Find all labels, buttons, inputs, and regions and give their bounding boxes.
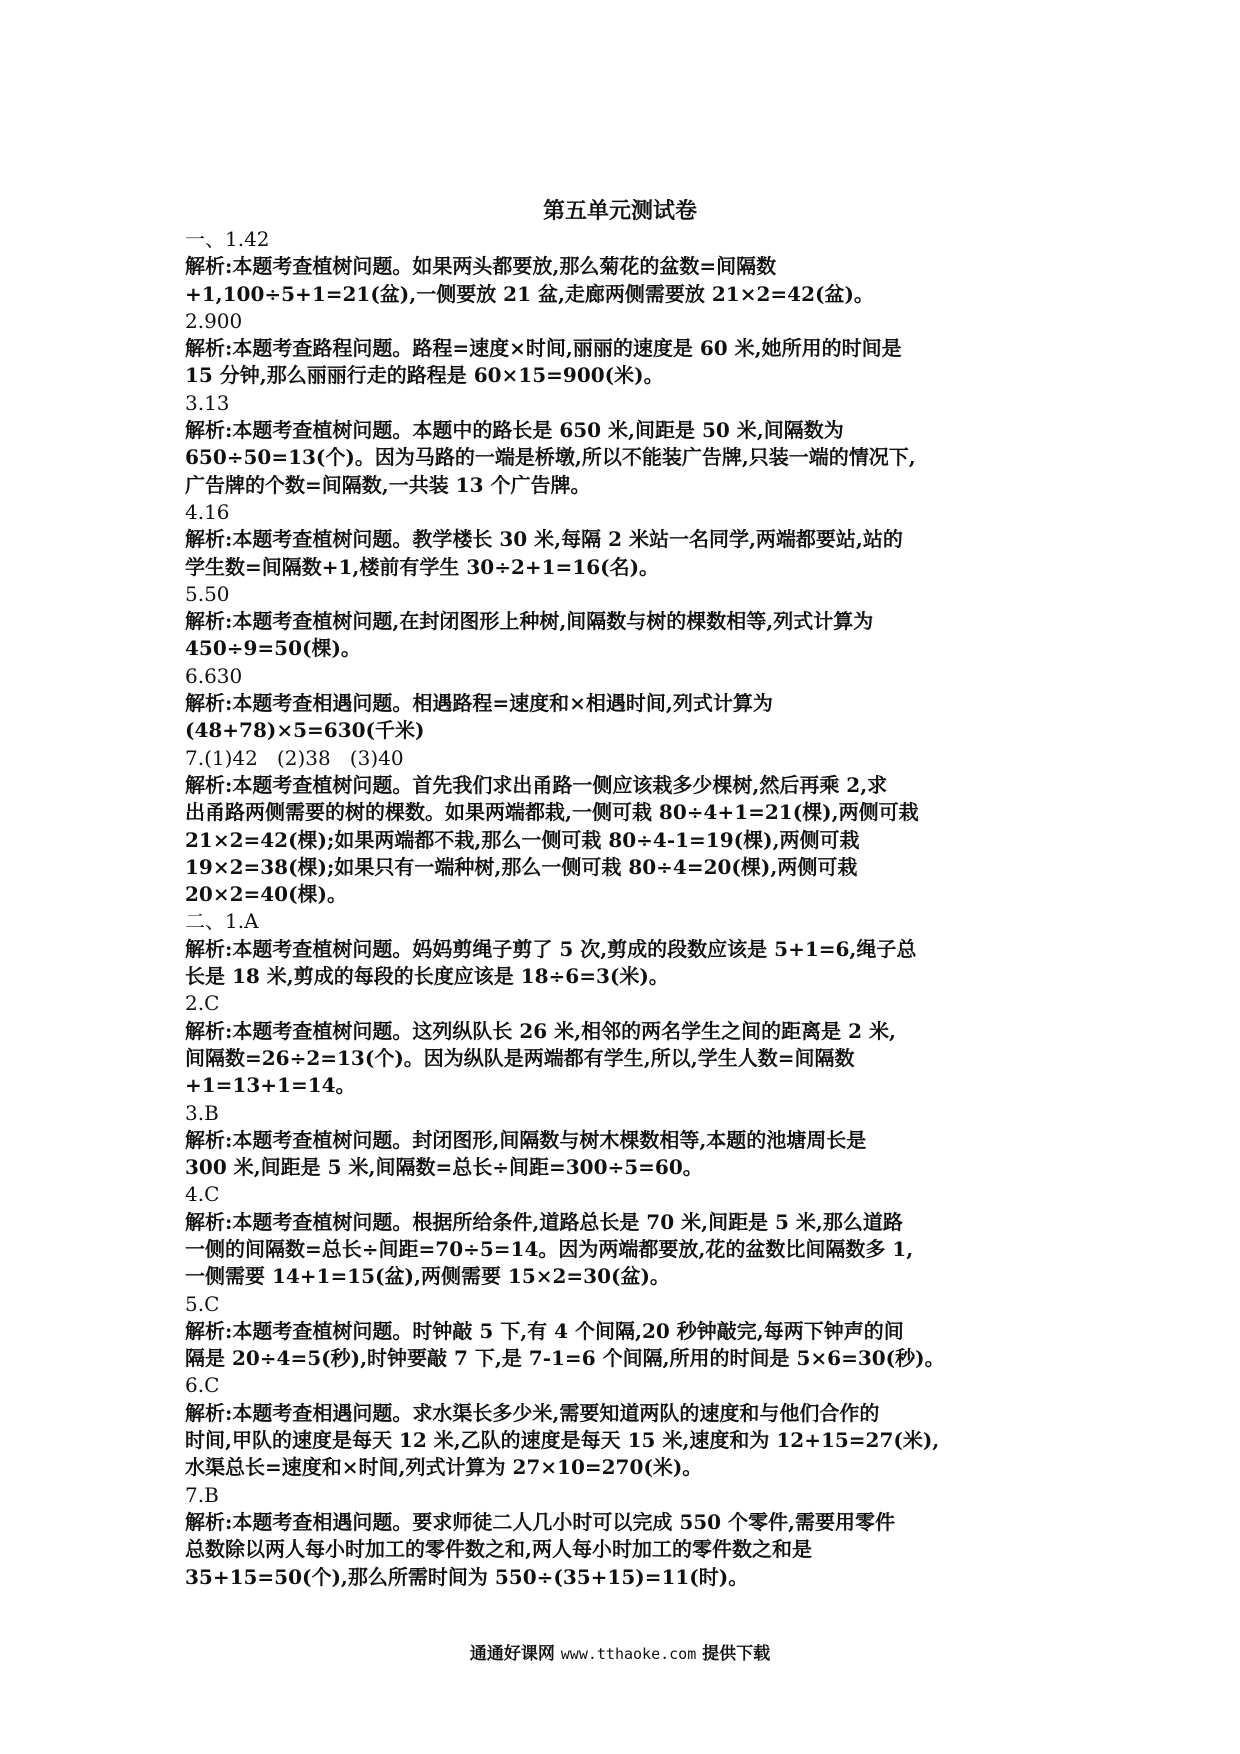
explanation-line: 学生数=间隔数+1,楼前有学生 30÷2+1=16(名)。: [185, 554, 660, 579]
explanation-line: 间隔数=26÷2=13(个)。因为纵队是两端都有学生,所以,学生人数=间隔数: [185, 1045, 855, 1070]
explanation-line: 解析:本题考查植树问题。如果两头都要放,那么菊花的盆数=间隔数: [185, 254, 777, 279]
explanation-line: 隔是 20÷4=5(秒),时钟要敲 7 下,是 7-1=6 个间隔,所用的时间是 5×6=30(秒)。: [185, 1346, 945, 1371]
explanation-line: 水渠总长=速度和×时间,列式计算为 27×10=270(米)。: [185, 1455, 703, 1480]
explanation-line: 300 米,间距是 5 米,间隔数=总长÷间距=300÷5=60。: [185, 1155, 703, 1180]
explanation-line: 15 分钟,那么丽丽行走的路程是 60×15=900(米)。: [185, 363, 664, 388]
explanation-line: 解析:本题考查路程问题。路程=速度×时间,丽丽的速度是 60 米,她所用的时间是: [185, 336, 902, 361]
explanation-line: 解析:本题考查植树问题。封闭图形,间隔数与树木棵数相等,本题的池塘周长是: [185, 1127, 867, 1152]
explanation-line: 出甬路两侧需要的树的棵数。如果两端都栽,一侧可栽 80÷4+1=21(棵),两侧可栽: [185, 800, 919, 825]
explanation-line: 20×2=40(棵)。: [185, 882, 348, 907]
explanation-line: 总数除以两人每小时加工的零件数之和,两人每小时加工的零件数之和是: [185, 1537, 812, 1562]
explanation-line: 35+15=50(个),那么所需时间为 550÷(35+15)=11(时)。: [185, 1564, 749, 1589]
explanation-line: 解析:本题考查植树问题。本题中的路长是 650 米,间距是 50 米,间隔数为: [185, 418, 844, 443]
page-title: 第五单元测试卷: [542, 198, 697, 224]
footer: [0, 1642, 1240, 1666]
explanation-line: 一侧需要 14+1=15(盆),两侧需要 15×2=30(盆)。: [185, 1264, 670, 1289]
footer-site-link: www.tthaoke.com: [560, 1645, 697, 1663]
explanation-line: 解析:本题考查植树问题。妈妈剪绳子剪了 5 次,剪成的段数应该是 5+1=6,绳子总: [185, 936, 917, 961]
answer-line: 3.B: [185, 1100, 219, 1125]
explanation-line: (48+78)×5=630(千米): [185, 718, 425, 743]
answer-line: 4.C: [185, 1182, 220, 1207]
explanation-line: 解析:本题考查植树问题。首先我们求出甬路一侧应该栽多少棵树,然后再乘 2,求: [185, 772, 888, 797]
answer-line: 2.C: [185, 991, 220, 1016]
explanation-line: 广告牌的个数=间隔数,一共装 13 个广告牌。: [185, 472, 591, 497]
answer-line: 二、1.A: [185, 909, 259, 934]
explanation-line: 19×2=38(棵);如果只有一端种树,那么一侧可栽 80÷4=20(棵),两侧可栽: [185, 854, 858, 879]
explanation-line: 解析:本题考查植树问题,在封闭图形上种树,间隔数与树的棵数相等,列式计算为: [185, 609, 874, 634]
answer-line: 6.C: [185, 1373, 220, 1398]
explanation-line: 解析:本题考查植树问题。根据所给条件,道路总长是 70 米,间距是 5 米,那么道路: [185, 1209, 903, 1234]
explanation-line: 解析:本题考查植树问题。教学楼长 30 米,每隔 2 米站一名同学,两端都要站,站的: [185, 527, 903, 552]
answer-line: 6.630: [185, 663, 243, 688]
explanation-line: 450÷9=50(棵)。: [185, 636, 361, 661]
explanation-line: 解析:本题考查植树问题。这列纵队长 26 米,相邻的两名学生之间的距离是 2 米,: [185, 1018, 896, 1043]
answer-content: [185, 226, 1085, 1591]
explanation-line: 时间,甲队的速度是每天 12 米,乙队的速度是每天 15 米,速度和为 12+15=27(米),: [185, 1428, 940, 1453]
answer-line: 3.13: [185, 390, 230, 415]
explanation-line: 解析:本题考查相遇问题。要求师徒二人几小时可以完成 550 个零件,需要用零件: [185, 1509, 896, 1534]
answer-line: 2.900: [185, 308, 243, 333]
answer-line: 4.16: [185, 499, 230, 524]
answer-line: 一、1.42: [185, 227, 270, 251]
explanation-line: 解析:本题考查相遇问题。相遇路程=速度和×相遇时间,列式计算为: [185, 691, 773, 716]
explanation-line: 解析:本题考查植树问题。时钟敲 5 下,有 4 个间隔,20 秒钟敲完,每两下钟声的间: [185, 1318, 904, 1343]
explanation-line: +1=13+1=14。: [185, 1073, 356, 1098]
explanation-line: +1,100÷5+1=21(盆),一侧要放 21 盆,走廊两侧需要放 21×2=42(盆)。: [185, 281, 874, 306]
explanation-line: 21×2=42(棵);如果两端都不栽,那么一侧可栽 80÷4-1=19(棵),两侧可栽: [185, 827, 860, 852]
answer-line: 5.50: [185, 581, 230, 606]
footer-brand: 通通好课网: [469, 1644, 555, 1664]
explanation-line: 一侧的间隔数=总长÷间距=70÷5=14。因为两端都要放,花的盆数比间隔数多 1,: [185, 1236, 914, 1261]
answer-line: 5.C: [185, 1291, 220, 1316]
explanation-line: 650÷50=13(个)。因为马路的一端是桥墩,所以不能装广告牌,只装一端的情况下,: [185, 445, 916, 470]
answer-line: 7.(1)42 (2)38 (3)40: [185, 745, 404, 770]
answer-line: 7.B: [185, 1482, 219, 1507]
explanation-line: 长是 18 米,剪成的每段的长度应该是 18÷6=3(米)。: [185, 964, 669, 989]
explanation-line: 解析:本题考查相遇问题。求水渠长多少米,需要知道两队的速度和与他们合作的: [185, 1400, 880, 1425]
footer-download-text: 提供下载: [702, 1644, 771, 1664]
